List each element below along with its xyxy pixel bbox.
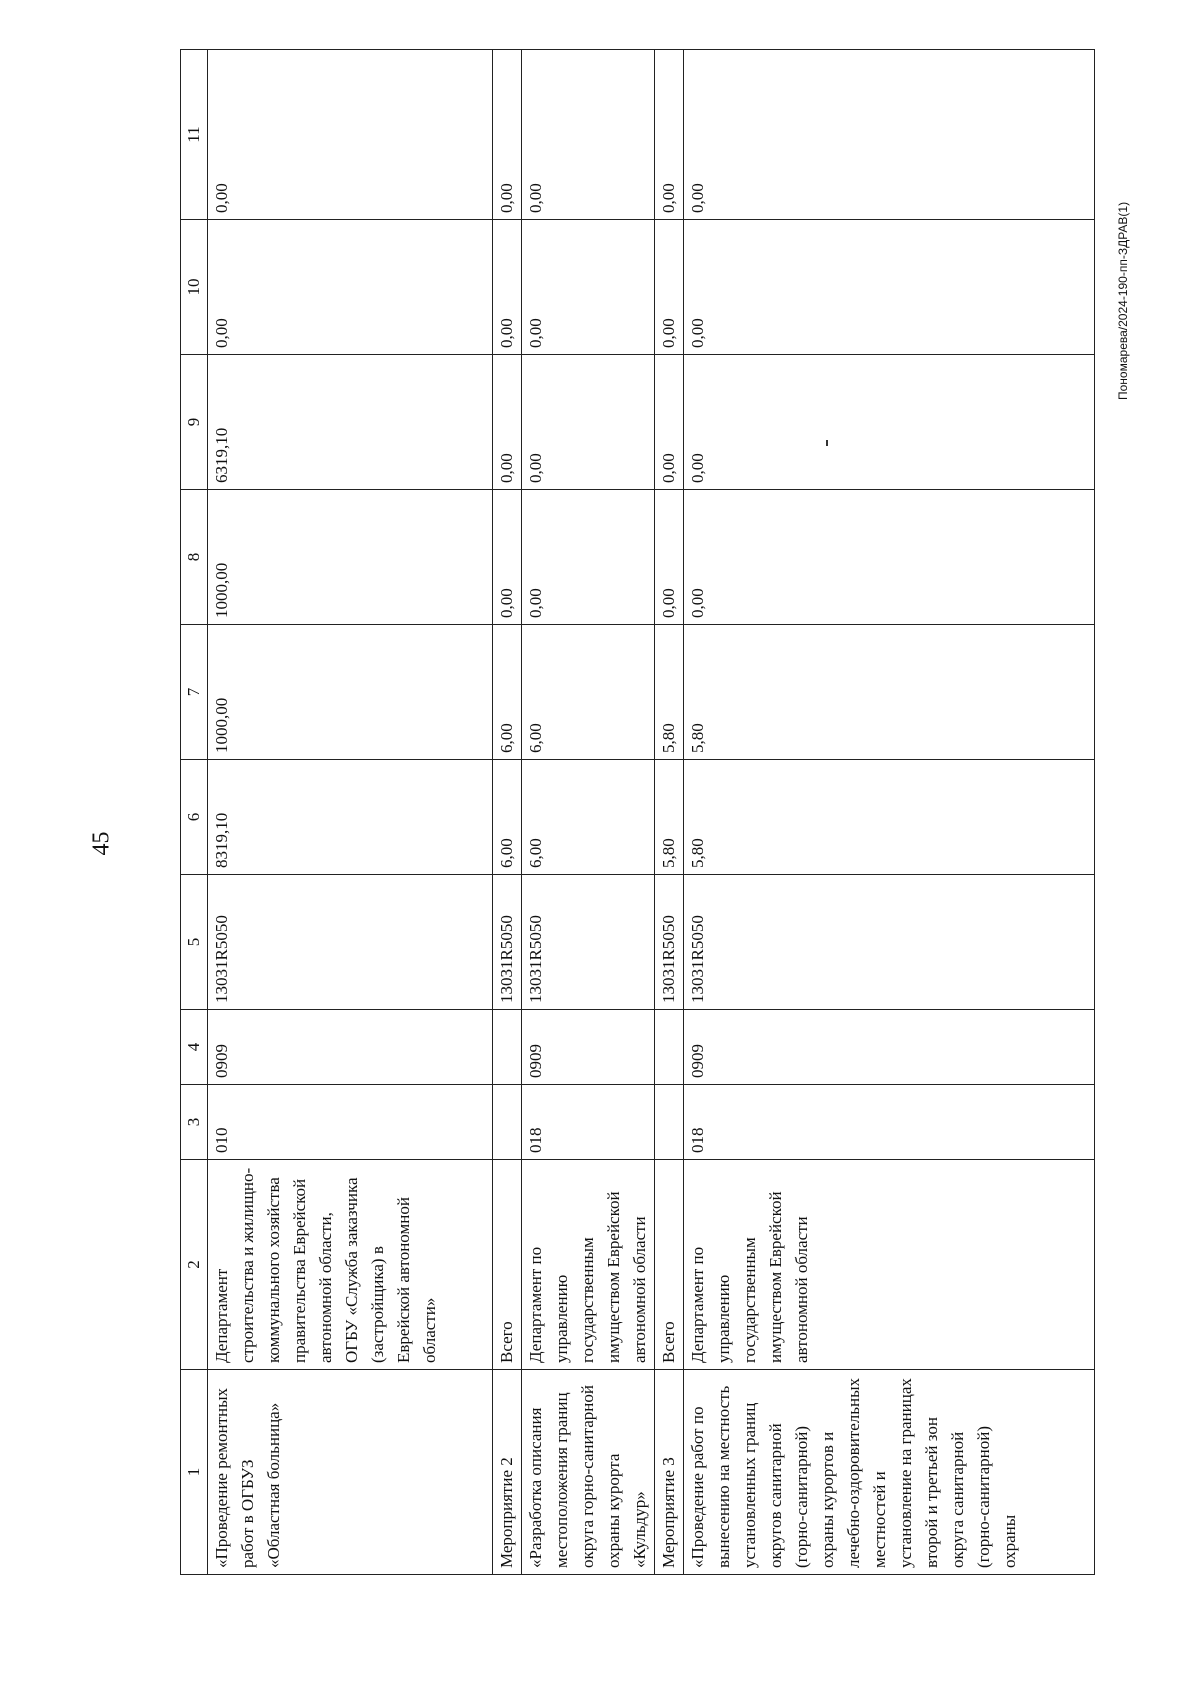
- cell-event-name: Мероприятие 2: [493, 1370, 522, 1575]
- col-header: 8: [181, 490, 208, 625]
- cell-event-name: «Разработка описания местоположения границ округа горно-санитарной охраны курорта «Кульдур»: [522, 1370, 655, 1575]
- cell-value: 0,00: [684, 50, 1095, 220]
- cell-executor: Департамент по управлению государственным имуществом Еврейской автономной области: [684, 1160, 1095, 1370]
- cell-value: 0,00: [684, 490, 1095, 625]
- col-header: 4: [181, 1010, 208, 1085]
- table-row: [522, 50, 655, 1575]
- cell-csr: 13031R5050: [655, 875, 684, 1010]
- cell-value: 6,00: [522, 760, 655, 875]
- cell-value: 5,80: [684, 760, 1095, 875]
- cell-value: 0,00: [655, 50, 684, 220]
- col-header: 10: [181, 220, 208, 355]
- col-header: 1: [181, 1370, 208, 1575]
- cell-rzpr: [493, 1010, 522, 1085]
- table-row: [208, 50, 493, 1575]
- cell-value: 0,00: [655, 220, 684, 355]
- cell-executor: Всего: [655, 1160, 684, 1370]
- col-header: 6: [181, 760, 208, 875]
- cell-event-name: «Проведение ремонтных работ в ОГБУЗ «Областная больница»: [208, 1370, 493, 1575]
- cell-event-name: Мероприятие 3: [655, 1370, 684, 1575]
- cell-value: 5,80: [655, 760, 684, 875]
- cell-value: 6,00: [522, 625, 655, 760]
- cell-grbs: 018: [522, 1085, 655, 1160]
- cell-value: 0,00: [493, 50, 522, 220]
- cell-executor: Всего: [493, 1160, 522, 1370]
- cell-value: 0,00: [208, 220, 493, 355]
- cell-value: 0,00: [493, 220, 522, 355]
- cell-grbs: [655, 1085, 684, 1160]
- cell-value: 0,00: [522, 50, 655, 220]
- cell-rzpr: [655, 1010, 684, 1085]
- cell-csr: 13031R5050: [522, 875, 655, 1010]
- cell-value: 6,00: [493, 625, 522, 760]
- cell-value: 0,00: [208, 50, 493, 220]
- cell-grbs: 018: [684, 1085, 1095, 1160]
- header-row: [181, 50, 208, 1575]
- col-header: 9: [181, 355, 208, 490]
- col-header: 11: [181, 50, 208, 220]
- cell-csr: 13031R5050: [684, 875, 1095, 1010]
- cell-value: 0,00: [522, 355, 655, 490]
- cell-rzpr: 0909: [684, 1010, 1095, 1085]
- cell-value: 6,00: [493, 760, 522, 875]
- col-header: 5: [181, 875, 208, 1010]
- cell-value: 0,00: [522, 490, 655, 625]
- page-number: 45: [88, 831, 115, 856]
- cell-value: 0,00: [655, 355, 684, 490]
- cell-value: 8319,10: [208, 760, 493, 875]
- cell-value: 0,00: [655, 490, 684, 625]
- cell-value: 0,00: [493, 490, 522, 625]
- cell-csr: 13031R5050: [493, 875, 522, 1010]
- rotated-table-container: [180, 50, 1095, 1575]
- table-row: [493, 50, 522, 1575]
- cell-rzpr: 0909: [208, 1010, 493, 1085]
- cell-value: 1000,00: [208, 625, 493, 760]
- cell-executor: Департамент по управлению государственным имуществом Еврейской автономной области: [522, 1160, 655, 1370]
- cell-event-name: «Проведение работ по вынесению на местность установленных границ округов санитарной (горно-санитарной) охраны курортов и лечебно-оздоровительных местностей и установление на границах второй и третьей зон округа санитарной (горно-санитарной) охраны: [684, 1370, 1095, 1575]
- cell-grbs: [493, 1085, 522, 1160]
- cell-grbs: 010: [208, 1085, 493, 1160]
- col-header: 7: [181, 625, 208, 760]
- cell-value: 6319,10: [208, 355, 493, 490]
- cell-value: 0,00: [493, 355, 522, 490]
- table-row: [684, 50, 1095, 1575]
- cell-value: 5,80: [655, 625, 684, 760]
- cell-value: 5,80: [684, 625, 1095, 760]
- table-row: [655, 50, 684, 1575]
- col-header: 3: [181, 1085, 208, 1160]
- col-header: 2: [181, 1160, 208, 1370]
- cell-value: 0,00: [684, 355, 1095, 490]
- cell-value: 0,00: [684, 220, 1095, 355]
- cell-value: 0,00: [522, 220, 655, 355]
- cell-csr: 13031R5050: [208, 875, 493, 1010]
- cell-value: 1000,00: [208, 490, 493, 625]
- cell-rzpr: 0909: [522, 1010, 655, 1085]
- document-code: Пономарева/2024-190-пп-ЗДРАВ(1): [1116, 201, 1130, 400]
- cell-executor: Департамент строительства и жилищно-коммунального хозяйства правительства Еврейской автономной области, ОГБУ «Служба заказчика (застройщика) в Еврейской автономной области»: [208, 1160, 493, 1370]
- budget-table: [180, 49, 1095, 1575]
